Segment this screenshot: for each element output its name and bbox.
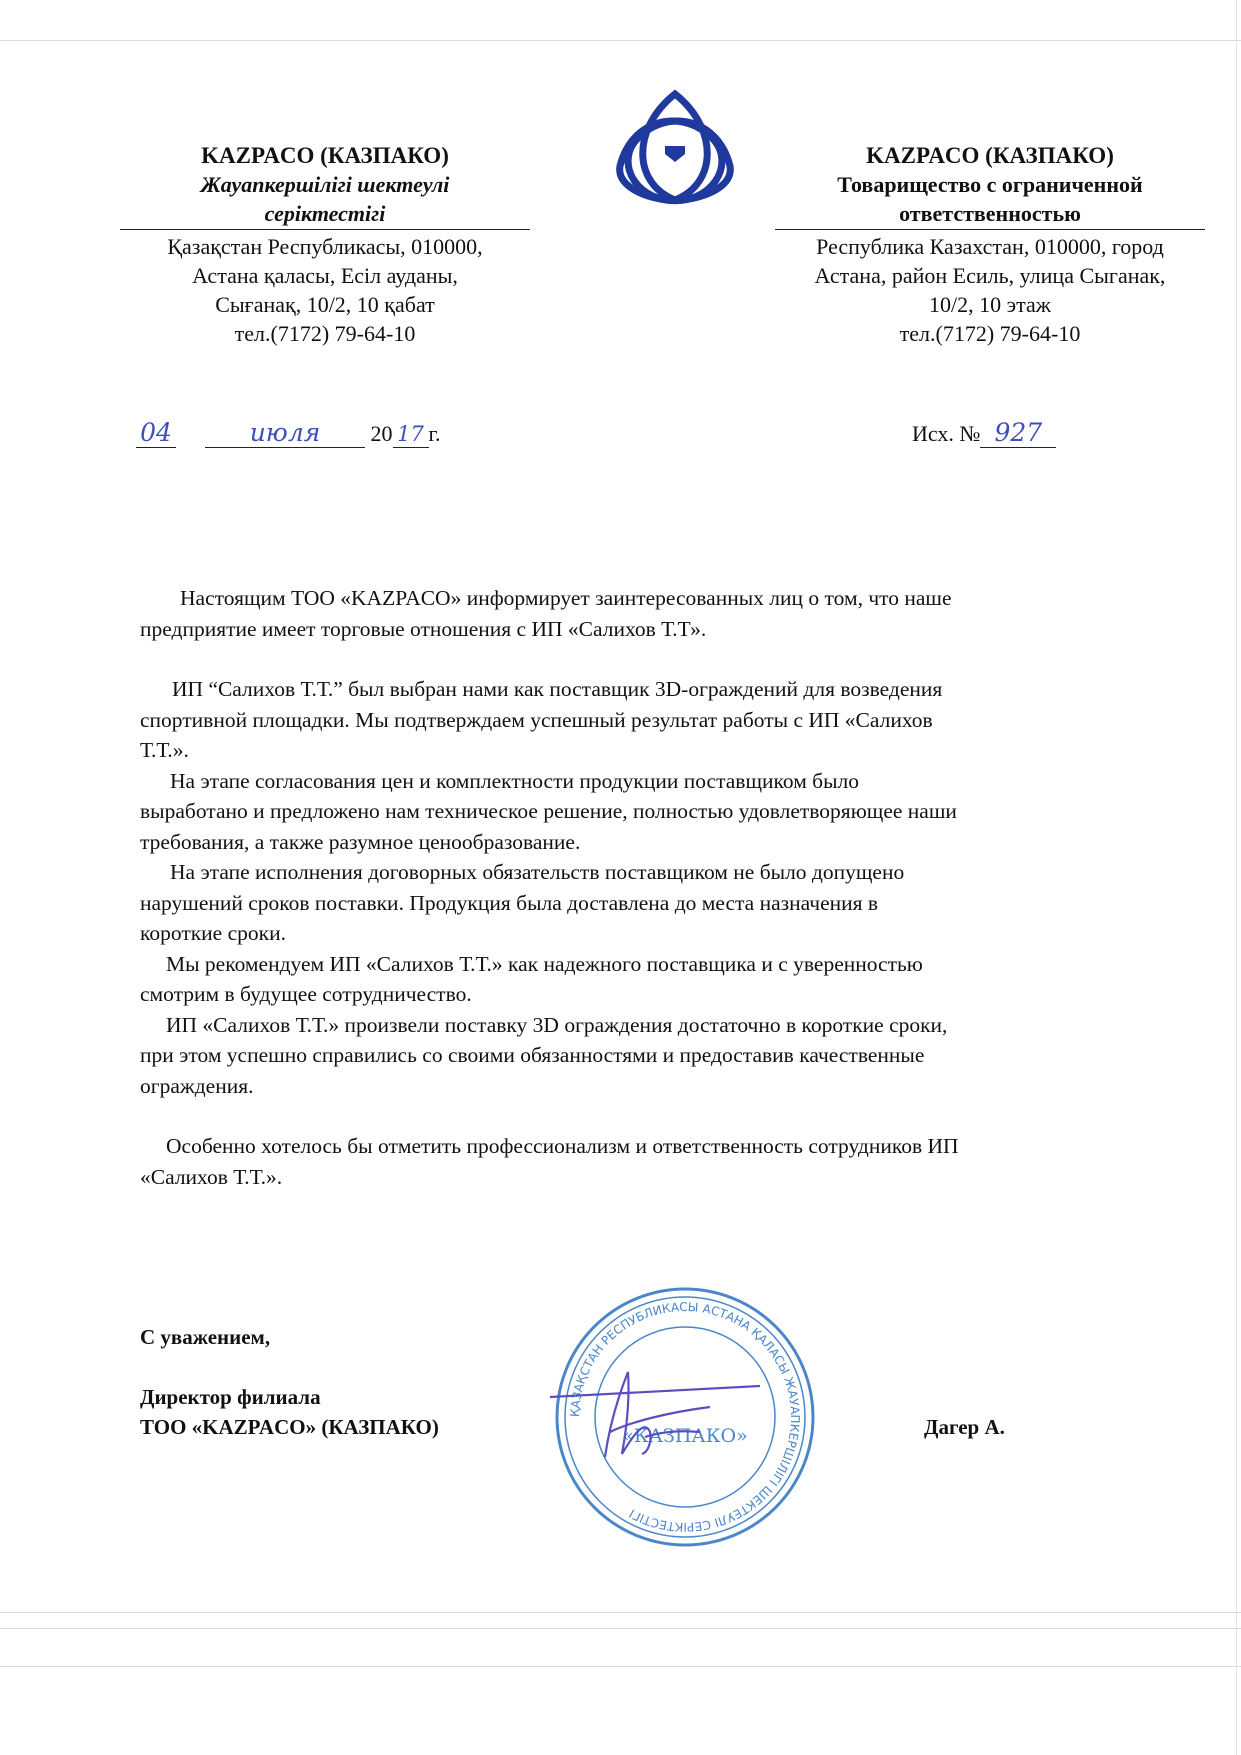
header-divider [775,229,1205,230]
date-year-prefix: 20 [370,421,393,446]
body-line: смотрим в будущее сотрудничество. [140,982,472,1006]
body-line: спортивной площадки. Мы подтверждаем успешный результат работы с ИП «Салихов [140,707,933,732]
stamp-center-text: «КАЗПАКО» [622,1425,748,1447]
date-day-field [136,420,176,448]
scan-artifact [0,40,1241,41]
body-line: Т.Т.». [140,738,189,762]
date-month-field [205,420,365,448]
address-ru-3: 10/2, 10 этаж [929,292,1051,317]
phone-ru: тел.(7172) 79-64-10 [899,321,1081,346]
body-line: ИП «Салихов Т.Т.» произвели поставку 3D ограждения достаточно в короткие сроки, [166,1012,948,1037]
body-line: при этом успешно справились со своими обязанностями и предоставив качественные [140,1043,925,1067]
date-month: июля [249,418,321,447]
body-line: На этапе исполнения договорных обязательств поставщиком не было допущено [170,860,905,884]
address-kz-2: Астана қаласы, Есіл ауданы, [192,263,458,288]
body-line: ограждения. [140,1073,254,1098]
header-divider [120,229,530,230]
company-logo [612,88,738,212]
company-type-ru-2: ответственностью [899,201,1081,226]
header-left [120,141,530,348]
date-year-unit: г. [428,421,441,446]
company-name-ru: KAZPACO (КАЗПАКО) [866,143,1114,168]
body-line: На этапе согласования цен и комплектности продукции поставщиком было [170,768,860,793]
body-line: Мы рекомендуем ИП «Салихов Т.Т.» как надежного поставщика и с уверенностью [166,951,923,976]
address-ru-1: Республика Казахстан, 010000, город [816,234,1164,259]
date-day: 04 [140,418,172,447]
company-stamp [550,1282,820,1552]
body-line: нарушений сроков поставки. Продукция была доставлена до места назначения в [140,890,879,915]
signer-name: Дагер А. [924,1415,1005,1439]
body-line: предприятие имеет торговые отношения с ИП «Салихов Т.Т». [140,616,707,641]
scan-artifact [0,1666,1241,1667]
outgoing-number-field [980,420,1056,448]
body-line: «Салихов Т.Т.». [140,1164,283,1189]
body-line: ИП “Салихов Т.Т.” был выбран нами как поставщик 3D-ограждений для возведения [172,677,943,701]
company-type-kz-2: серіктестігі [264,201,386,226]
phone-kz: тел.(7172) 79-64-10 [234,321,416,346]
letter-body [140,583,1095,1192]
stamp-ring-text: ҚАЗАҚСТАН РЕСПУБЛИКАСЫ АСТАНА ҚАЛАСЫ ЖАУАПКЕРШІЛІГІ ШЕКТЕУЛІ СЕРІКТЕСТІГІ [567,1299,803,1535]
signer-title-1: Директор филиала [140,1385,321,1409]
scan-artifact [0,1628,1241,1629]
outgoing-number [912,420,1056,448]
address-kz-1: Қазақстан Республикасы, 010000, [167,234,483,259]
body-line: Настоящим ТОО «KAZPACO» информирует заинтересованных лиц о том, что наше [180,586,952,610]
header-right [775,141,1205,348]
address-kz-3: Сығанақ, 10/2, 10 қабат [215,292,435,317]
scan-artifact [1236,0,1237,1755]
body-line: требования, а также разумное ценообразование. [140,829,581,854]
company-type-kz-1: Жауапкершілігі шектеулі [200,172,450,197]
address-ru-2: Астана, район Есиль, улица Сыганак, [814,263,1166,288]
body-line: выработано и предложено нам техническое решение, полностью удовлетворяющее наши [140,799,957,823]
outgoing-number-value: 927 [994,418,1043,447]
date-year-field [393,421,429,448]
outgoing-label: Исх. № [912,421,981,446]
signer-title-2: ТОО «KAZPACO» (КАЗПАКО) [140,1415,439,1439]
closing-regards: С уважением, [140,1325,271,1349]
letter-date [136,420,441,448]
scan-artifact [0,1612,1241,1613]
company-name-kz: KAZPACO (КАЗПАКО) [201,143,449,168]
date-year-suffix: 17 [397,422,424,446]
company-type-ru-1: Товарищество с ограниченной [837,172,1143,197]
body-line: Особенно хотелось бы отметить профессионализм и ответственность сотрудников ИП [166,1134,959,1158]
body-line: короткие сроки. [140,921,286,945]
